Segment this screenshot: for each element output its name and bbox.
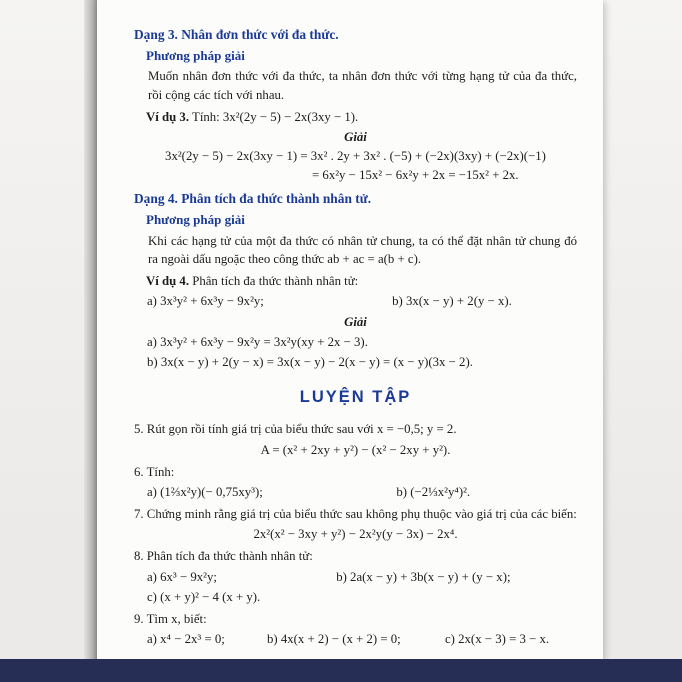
section-title-dang3: Dạng 3. Nhân đơn thức với đa thức. [134,27,339,42]
dang4-method-text: Khi các hạng tử của một đa thức có nhân tử chung, ta có thể đặt nhân tử chung đó ra ngoài dấu ngoặc theo công thức ab + ac = a(b + c). [148,233,577,267]
exercise-9-a: a) x⁴ − 2x³ = 0; [147,631,225,646]
exercise-6-items [147,483,577,501]
exercise-6-b: b) (−2⅓x²y⁴)². [396,484,471,499]
page-left-edge-shadow [84,0,97,659]
exercise-8-text: 8. Phân tích đa thức thành nhân tử: [134,549,313,564]
exercise-9-b: b) 4x(x + 2) − (x + 2) = 0; [267,631,401,646]
book-page [97,0,603,659]
dang4-example-line [146,272,577,290]
exercise-6-text: 6. Tính: [134,464,175,479]
dang4-example-label: Ví dụ 4. [146,274,190,289]
dang3-solution-label: Giải [344,129,367,144]
exercise-8-b: b) 2a(x − y) + 3b(x − y) + (y − x); [336,569,511,584]
practice-section-title: LUYỆN TẬP [299,388,412,406]
photo-bottom-navy-bar [0,659,682,682]
exercise-8-items-ab [147,568,577,586]
dang3-method-text: Muốn nhân đơn thức với đa thức, ta nhân đơn thức với từng hạng tử của đa thức, rồi cộng các tích với nhau. [148,69,577,102]
dang3-example-text: Tính: 3x²(2y − 5) − 2x(3xy − 1). [189,109,359,124]
page-content [97,0,603,679]
exercise-9-c: c) 2x(x − 3) = 3 − x. [445,631,550,646]
dang4-solution-a: a) 3x³y² + 6x³y − 9x²y = 3x²y(xy + 2x − 3). [147,334,368,349]
exercise-8-c: c) (x + y)² − 4 (x + y). [147,589,261,604]
dang4-example-text: Phân tích đa thức thành nhân tử: [189,274,359,289]
exercise-5-text: 5. Rút gọn rồi tính giá trị của biểu thức sau với x = −0,5; y = 2. [134,422,457,437]
dang3-example-line [146,108,577,126]
exercise-8-a: a) 6x³ − 9x²y; [147,569,217,584]
dang3-method-label: Phương pháp giải [146,48,245,64]
exercise-7-text: 7. Chứng minh rằng giá trị của biểu thức sau không phụ thuộc vào giá trị của các biến: [134,507,577,522]
section-title-dang4: Dạng 4. Phân tích đa thức thành nhân tử. [134,191,372,207]
dang4-example-a: a) 3x³y² + 6x³y − 9x²y; [147,294,264,309]
dang3-solution-line2: = 6x²y − 15x² − 6x²y + 2x = −15x² + 2x. [312,168,519,183]
dang4-example-b: b) 3x(x − y) + 2(y − x). [392,294,512,309]
exercise-9-items [147,630,577,648]
dang4-method-label: Phương pháp giải [146,212,245,228]
exercise-7-formula: 2x²(x² − 3xy + y²) − 2x²y(y − 3x) − 2x⁴. [253,527,458,542]
exercise-6-a: a) (1⅔x²y)(− 0,75xy³); [147,484,263,499]
dang3-solution-line1: 3x²(2y − 5) − 2x(3xy − 1) = 3x² . 2y + 3x² . (−5) + (−2x)(3xy) + (−2x)(−1) [165,149,546,164]
exercise-5-formula: A = (x² + 2xy + y²) − (x² − 2xy + y²). [260,442,451,457]
dang4-solution-b: b) 3x(x − y) + 2(y − x) = 3x(x − y) − 2(x − y) = (x − y)(3x − 2). [147,354,473,369]
dang4-example-items [147,292,577,310]
exercise-9-text: 9. Tìm x, biết: [134,611,207,626]
dang3-example-label: Ví dụ 3. [146,109,190,124]
dang4-solution-label: Giải [344,314,367,329]
